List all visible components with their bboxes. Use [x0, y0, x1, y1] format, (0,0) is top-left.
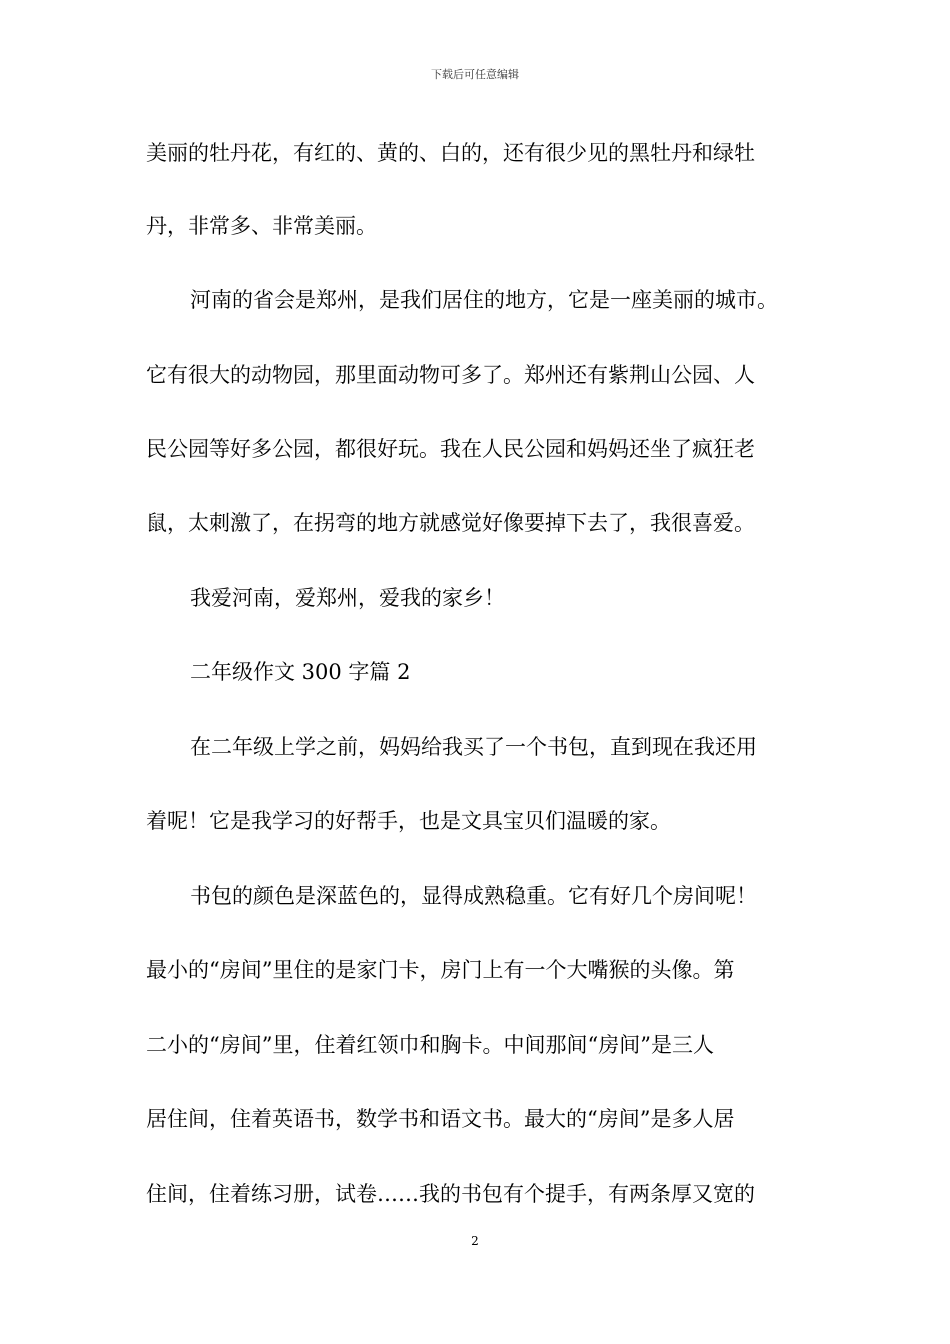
text-line: 二小的“房间”里，住着红领巾和胸卡。中间那间“房间”是三人 [146, 1033, 714, 1057]
text-line: 我爱河南，爱郑州，爱我的家乡！ [190, 586, 505, 610]
text-line: 着呢！它是我学习的好帮手，也是文具宝贝们温暖的家。 [146, 809, 671, 833]
text-line: 民公园等好多公园，都很好玩。我在人民公园和妈妈还坐了疯狂老 [146, 437, 755, 461]
text-line: 居住间，住着英语书，数学书和语文书。最大的“房间”是多人居 [146, 1107, 735, 1131]
text-line: 它有很大的动物园，那里面动物可多了。郑州还有紫荆山公园、人 [146, 363, 755, 387]
text-line: 住间，住着练习册，试卷……我的书包有个提手，有两条厚又宽的 [146, 1182, 755, 1206]
page-number: 2 [471, 1234, 479, 1248]
text-line: 最小的“房间”里住的是家门卡，房门上有一个大嘴猴的头像。第 [146, 958, 735, 982]
text-line: 河南的省会是郑州，是我们居住的地方，它是一座美丽的城市。 [190, 288, 778, 312]
section-heading: 二年级作文 300 字篇 2 [190, 660, 411, 684]
text-line: 鼠，太刺激了，在拐弯的地方就感觉好像要掉下去了，我很喜爱。 [146, 511, 755, 535]
header-note: 下载后可任意编辑 [431, 68, 519, 81]
text-line: 丹，非常多、非常美丽。 [146, 214, 377, 238]
text-line: 美丽的牡丹花，有红的、黄的、白的，还有很少见的黑牡丹和绿牡 [146, 141, 755, 165]
text-line: 书包的颜色是深蓝色的，显得成熟稳重。它有好几个房间呢！ [190, 884, 757, 908]
text-line: 在二年级上学之前，妈妈给我买了一个书包，直到现在我还用 [190, 735, 757, 759]
